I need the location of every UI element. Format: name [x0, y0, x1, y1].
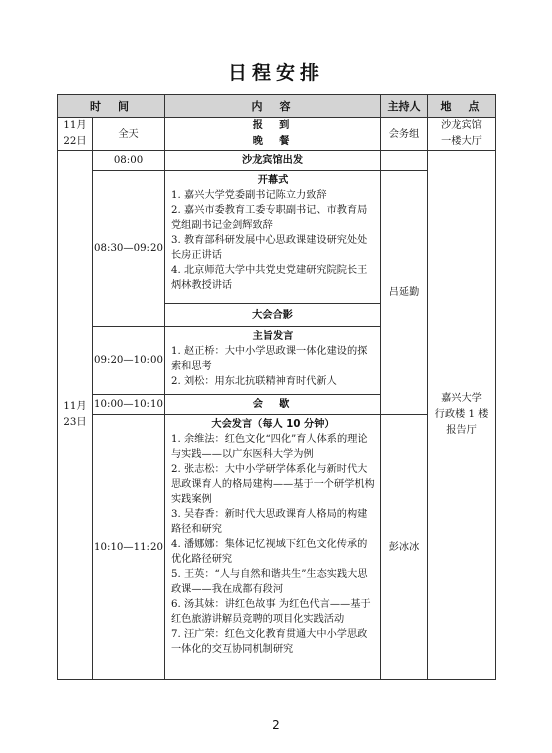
header-host: 主持人: [381, 95, 428, 118]
table-row: [58, 118, 496, 151]
content-cell: [165, 171, 381, 304]
time-cell: 10:00—10:10: [93, 395, 165, 415]
list-item: 4. 北京师范大学中共党史党建研究院院长王炳林教授讲话: [171, 265, 368, 291]
list-item: 1. 余维法：红色文化“四化”育人体系的理论与实践——以广东医科大学为例: [171, 434, 368, 460]
date-month: 11月: [63, 401, 87, 412]
header-place: 地 点: [428, 95, 496, 118]
list-item: 3. 教育部科研发展中心思政课建设研究处处长房正讲话: [171, 235, 368, 261]
date-cell-day2: [58, 151, 93, 680]
place-line: 嘉兴大学: [441, 393, 482, 404]
list-item: 1. 赵正桥：大中小学思政课一体化建设的探索和思考: [171, 346, 368, 372]
date-month: 11月: [63, 120, 87, 131]
item-dinner: 晚 餐: [252, 136, 293, 147]
item-registration: 报 到: [252, 120, 293, 131]
header-content: 内 容: [165, 95, 381, 118]
section-heading: 开幕式: [257, 175, 289, 186]
host-cell: 会务组: [381, 118, 428, 151]
place-cell: [428, 118, 496, 151]
schedule-table: [57, 94, 496, 680]
time-cell: 全天: [93, 118, 165, 151]
list-item: 2. 刘松：用东北抗联精神育时代新人: [171, 376, 337, 387]
list-item: 7. 汪广荣：红色文化教育贯通大中小学思政一体化的交互协同机制研究: [171, 629, 368, 655]
place-line: 沙龙宾馆: [441, 120, 482, 131]
list-item: 4. 潘娜娜：集体记忆视域下红色文化传承的优化路径研究: [171, 539, 368, 565]
content-cell: [165, 118, 381, 151]
date-day: 22日: [63, 136, 87, 147]
table-header-row: [58, 95, 496, 118]
list-item: 6. 汤其妹：讲红色故事 为红色代言——基于红色旅游讲解员竞聘的项目化实践活动: [171, 599, 371, 625]
section-heading: 主旨发言: [252, 331, 294, 342]
host-cell: 吕延勤: [381, 171, 428, 415]
content-cell: 沙龙宾馆出发: [165, 151, 381, 171]
date-day: 23日: [63, 417, 87, 428]
content-cell: 会 歇: [165, 395, 381, 415]
place-line: 一楼大厅: [441, 136, 482, 147]
list-item: 5. 王英：“人与自然和谐共生”生态实践大思政课——我在成都有段河: [171, 569, 368, 595]
date-cell-day1: [58, 118, 93, 151]
header-time: 时 间: [58, 95, 165, 118]
time-cell: 10:10—11:20: [93, 415, 165, 680]
page-title: 日程安排: [227, 62, 324, 84]
host-cell: 彭冰冰: [381, 415, 428, 680]
section-heading: 大会发言（每人 10 分钟）: [211, 419, 335, 430]
place-line: 报告厅: [446, 425, 477, 436]
host-cell-empty: [381, 151, 428, 171]
content-cell: 大会合影: [165, 304, 381, 327]
list-item: 3. 吴春香：新时代大思政课育人格局的构建路径和研究: [171, 509, 368, 535]
page-number: 2: [272, 718, 280, 732]
list-item: 1. 嘉兴大学党委副书记陈立力致辞: [171, 190, 327, 201]
list-item: 2. 张志松：大中小学研学体系化与新时代大思政课育人的格局建构——基于一个研学机构实践案例: [171, 464, 375, 505]
time-cell: 08:00: [93, 151, 165, 171]
time-cell: 08:30—09:20: [93, 171, 165, 327]
table-row: [58, 151, 496, 171]
time-cell: 09:20—10:00: [93, 327, 165, 395]
content-cell: [165, 415, 381, 680]
place-line: 行政楼 1 楼: [434, 409, 489, 420]
place-cell: [428, 151, 496, 680]
list-item: 2. 嘉兴市委教育工委专职副书记、市教育局党组副书记金剑辉致辞: [171, 205, 368, 231]
content-cell: [165, 327, 381, 395]
